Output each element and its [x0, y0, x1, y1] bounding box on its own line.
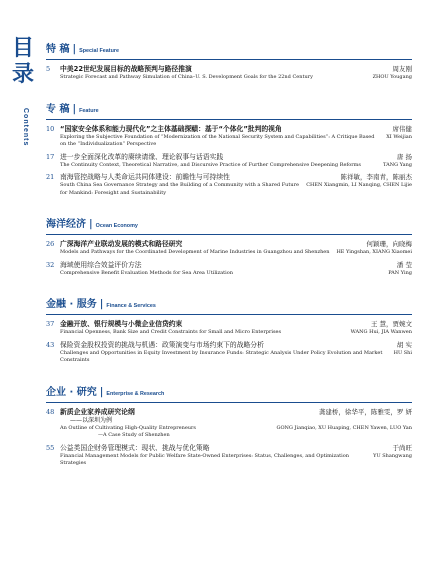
entry-title-cn: 广深海洋产业联动发展的模式和路径研究 [60, 240, 183, 248]
entry-body [60, 173, 412, 197]
section-rule [46, 402, 412, 403]
section-header [46, 100, 412, 115]
section-subtitle: Enterprise & Research [106, 390, 165, 397]
toc-entry[interactable] [46, 261, 412, 278]
entry-title-en: Models and Pathways for the Coordinated Development of Marine Industries in Guangzhou and Shenzhen [60, 249, 330, 255]
page-number: 48 [46, 407, 55, 416]
section-divider: | [89, 219, 93, 230]
entry-author-cn: 唐 扬 [396, 152, 412, 161]
section-rule [46, 119, 412, 120]
entry-author-cn: 龚建桥，徐华平，陈雅雯，罗 妍 [318, 407, 412, 416]
entry-title-cn: 金融开放、银行规模与小微企业信贷约束 [60, 320, 183, 328]
section-title: 海洋经济 [46, 219, 86, 230]
entry-author-cn: 周友刚 [392, 65, 412, 73]
entry-body [60, 153, 412, 170]
section-rule [46, 314, 412, 315]
entry-body [60, 320, 412, 337]
toc-entry[interactable] [46, 153, 412, 170]
section-divider: | [99, 299, 104, 310]
entry-subtitle-cn: ——以深圳为例 [70, 416, 113, 424]
section-header [46, 215, 412, 230]
page-number: 32 [46, 260, 55, 269]
section-divider: | [72, 44, 77, 55]
entry-body [60, 240, 412, 257]
entry-title-cn: 海域使用综合效益评价方法 [60, 260, 142, 269]
toc-entry[interactable] [46, 125, 412, 149]
page-number: 5 [46, 65, 51, 73]
section-rule [46, 234, 412, 235]
entry-author-cn: 胡 实 [396, 340, 412, 349]
section-subtitle: Ocean Economy [95, 223, 138, 229]
section-special-feature [46, 40, 412, 82]
entry-author-en: TANG Yang [383, 161, 412, 168]
entry-title-en: Financial Openness, Bank Size and Credit Constraints for Small and Micro Enterprises [60, 329, 282, 335]
toc-entry[interactable] [46, 408, 412, 440]
section-gap [46, 201, 412, 215]
section-header [46, 383, 412, 398]
toc-entry[interactable] [46, 320, 412, 337]
entry-title-cn: “国家安全体系和能力现代化”之主体基础探赜：基于“个体化”批判的视角 [60, 124, 282, 133]
entry-author-cn: 王 慧，贾婉文 [370, 320, 412, 328]
section-title: 金融 · 服务 [46, 299, 97, 310]
section-title: 特 稿 [46, 44, 70, 55]
toc-entry[interactable] [46, 444, 412, 468]
page-number: 55 [46, 443, 55, 452]
entry-title-en: Comprehensive Benefit Evaluation Methods for Sea Area Utilization [60, 269, 233, 276]
entry-author-en: ZHOU Yougang [372, 74, 412, 80]
entry-author-en: WANG Hui, JIA Wanwen [350, 329, 412, 335]
entry-author-en: GONG Jianqiao, XU Huaping, CHEN Yawen, LUO Yan [276, 424, 412, 431]
entry-title-en: The Continuity Context, Theoretical Narrative, and Discursive Practice of Further Comprehensive Deepening Reforms [60, 161, 361, 168]
section-divider: | [72, 103, 77, 115]
section-header [46, 40, 412, 55]
page-number: 26 [46, 240, 55, 248]
entry-author-cn: 陈祥敏，李南青，陈丽杰 [340, 173, 412, 181]
entry-author-en: XI Weijian [386, 133, 412, 140]
entry-author-cn: 席伟健 [392, 124, 412, 133]
section-enterprise-research [46, 383, 412, 468]
entry-body [60, 444, 412, 468]
entry-title-en: Exploring the Subjective Foundation of “Modernization of the National Security System and Capabilities”: A Critique Based on the “Individualization” Perspective [60, 133, 375, 147]
entry-title-cn: 南海管控战略与人类命运共同体建设：前瞻性与可持续性 [60, 173, 230, 181]
section-subtitle: Special Feature [79, 48, 119, 54]
entry-title-cn: 新质企业家养成研究论纲 [60, 407, 135, 416]
section-feature [46, 100, 412, 198]
entry-subtitle-en: —A Case Study of Shenzhen [98, 432, 170, 438]
entry-body [60, 65, 412, 82]
entry-author-en: PAN Ying [388, 269, 412, 276]
toc-content [46, 40, 412, 472]
toc-entry[interactable] [46, 341, 412, 365]
entry-title-cn: 进一步全面深化改革的赓续请缘、理论叙事与话语实践 [60, 152, 224, 161]
section-gap [46, 86, 412, 100]
toc-subtitle: Contents [22, 108, 29, 147]
entry-title-en: Challenges and Opportunities in Equity Investment by Insurance Funds: Strategic Analysis Under Policy Evolution and Market Constraints [60, 349, 383, 363]
entry-author-en: HE Yingshan, XIANG Xiaomei [336, 249, 412, 255]
toc-title-char: 目 [11, 36, 34, 61]
entry-title-en: South China Sea Governance Strategy and the Building of a Community with a Shared Future for Mankind: Foresight and Sustainability [60, 182, 299, 196]
entry-title-en: Strategic Forecast and Pathway Simulation of China–U. S. Development Goals for the 22nd Century [60, 74, 313, 80]
entry-author-cn: 于尚旺 [392, 443, 412, 452]
entry-body [60, 408, 412, 440]
section-gap [46, 281, 412, 295]
page-number: 17 [46, 152, 55, 161]
section-subtitle: Finance & Services [106, 303, 156, 309]
section-finance-services [46, 295, 412, 365]
entry-title-cn: 保险资金股权投资的挑战与机遇：政策演变与市场约束下的战略分析 [60, 340, 264, 349]
entry-body [60, 125, 412, 149]
entry-author-en: HU Shi [393, 349, 412, 356]
page-number: 43 [46, 340, 55, 349]
section-gap [46, 369, 412, 383]
section-rule [46, 59, 412, 60]
entry-body [60, 261, 412, 278]
section-subtitle: Feature [79, 107, 99, 114]
entry-author-en: YU Shangwang [373, 452, 412, 459]
entry-title-cn: 中美22世纪发展目标的战略预判与路径推演 [60, 65, 192, 73]
toc-entry[interactable] [46, 65, 412, 82]
section-title: 专 稿 [46, 103, 70, 115]
page-number: 21 [46, 173, 55, 181]
toc-title [10, 36, 36, 88]
section-ocean-economy [46, 215, 412, 277]
page-number: 10 [46, 124, 55, 133]
section-divider: | [99, 386, 104, 398]
toc-entry[interactable] [46, 240, 412, 257]
entry-author-cn: 何颖珊，向晓梅 [366, 240, 412, 248]
entry-title-cn: 公益类国企财务管理模式：现状、挑战与优化策略 [60, 443, 210, 452]
section-header [46, 295, 412, 310]
entry-author-cn: 潘 莹 [396, 260, 412, 269]
entry-author-en: CHEN Xiangmin, LI Nanqing, CHEN Lijie [306, 182, 412, 188]
toc-entry[interactable] [46, 173, 412, 197]
page-number: 37 [46, 320, 55, 328]
toc-title-char: 录 [11, 62, 34, 87]
entry-title-en: Financial Management Models for Public Welfare State-Owned Enterprises: Status, Challenges, and Optimization Strategies [60, 452, 349, 466]
section-title: 企业 · 研究 [46, 386, 97, 398]
entry-body [60, 341, 412, 365]
entry-title-en: An Outline of Cultivating High-Quality Entrepreneurs [60, 424, 196, 431]
